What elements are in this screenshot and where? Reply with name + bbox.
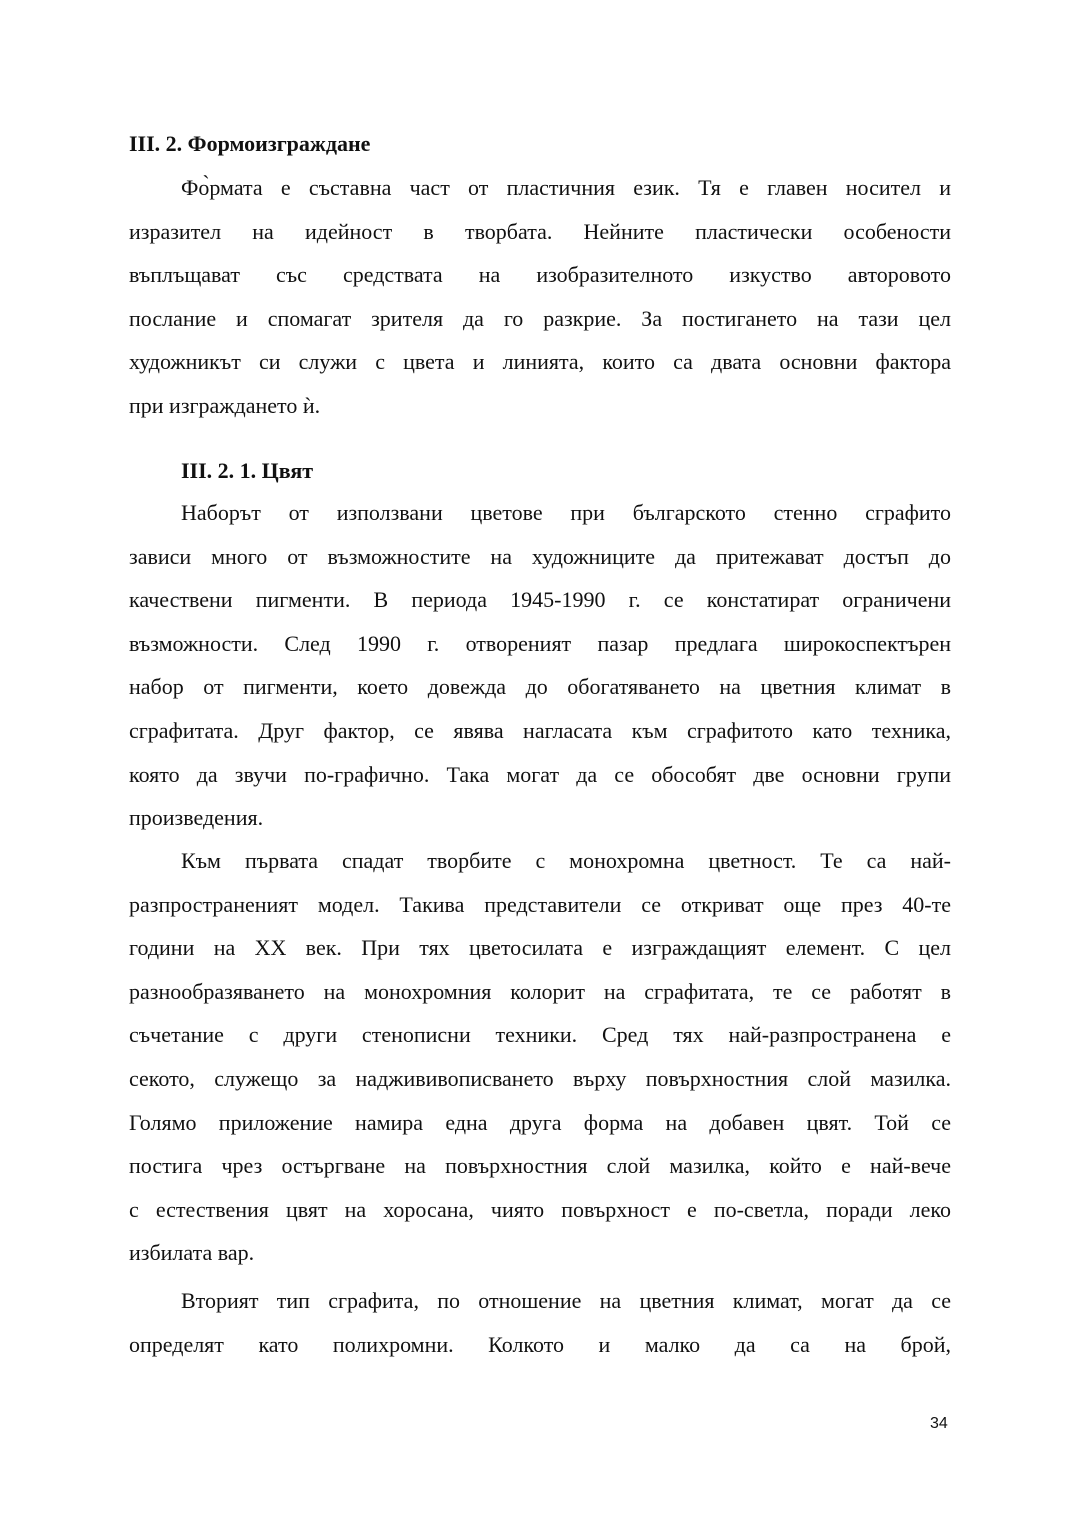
text-line: въплъщават със средствата на изобразителното изкуство авторовото — [129, 262, 951, 288]
text-line: Вторият тип сграфита, по отношение на цветния климат, могат да се — [181, 1288, 951, 1313]
text-line: секото, служещо за наджививописването върху повърхностния слой мазилка. — [129, 1065, 951, 1091]
paragraph-color-set — [129, 491, 951, 840]
paragraph-monochrome — [129, 839, 951, 1275]
text-line: Към първата спадат творбите с монохромна цветност. Те са най- — [181, 848, 951, 873]
text-line: зависи много от възможностите на художниците да притежават достъп до — [129, 543, 951, 569]
section-heading: III. 2. Формоизграждане — [129, 131, 371, 156]
text-line: Голямо приложение намира една друга форма на добавен цвят. Той се — [129, 1109, 951, 1135]
paragraph-form — [129, 166, 951, 428]
subsection-heading: III. 2. 1. Цвят — [181, 458, 314, 483]
document-page — [129, 0, 951, 1527]
text-line: сграфитата. Друг фактор, се явява нагласата към сграфитото като техника, — [129, 717, 951, 743]
text-line: постига чрез остъргване на повърхностния слой мазилка, който е най-вече — [129, 1153, 951, 1179]
text-line: с естествения цвят на хоросана, чиято повърхност е по-светла, поради леко — [129, 1196, 951, 1222]
text-line: разнообразяването на монохромния колорит на сграфитата, те се работят в — [129, 978, 951, 1004]
text-line: години на XX век. При тях цветосилата е изграждащият елемент. С цел — [129, 935, 951, 961]
text-line: изразител на идейност в творбата. Нейните пластически особености — [129, 218, 951, 244]
text-line: при изграждането ѝ. — [129, 392, 321, 418]
page-number: 34 — [930, 1415, 948, 1432]
text-line: произведения. — [129, 805, 264, 831]
text-line: която да звучи по-графично. Така могат да се обособят две основни групи — [129, 761, 951, 787]
text-line: разпространеният модел. Такива представители се откриват още през 40-те — [129, 891, 951, 917]
text-line: послание и спомагат зрителя да го разкрие. За постигането на тази цел — [129, 305, 951, 331]
paragraph-polychrome — [129, 1279, 951, 1366]
text-line: избилата вар. — [129, 1240, 255, 1266]
text-line: Фо̀рмата е съставна част от пластичния език. Тя е главен носител и — [181, 175, 951, 200]
text-line: определят като полихромни. Колкото и малко да са на брой, — [129, 1331, 951, 1357]
text-line: съчетание с други стенописни техники. Сред тях най-разпространена е — [129, 1022, 951, 1048]
text-line: художникът си служи с цвета и линията, които са двата основни фактора — [129, 349, 951, 375]
text-line: качествени пигменти. В периода 1945-1990 г. се констатират ограничени — [129, 587, 951, 613]
text-line: набор от пигменти, което довежда до обогатяването на цветния климат в — [129, 674, 951, 700]
text-line: възможности. След 1990 г. отвореният пазар предлага широкоспектърен — [129, 630, 951, 656]
text-line: Наборът от използвани цветове при българското стенно сграфито — [181, 500, 951, 525]
